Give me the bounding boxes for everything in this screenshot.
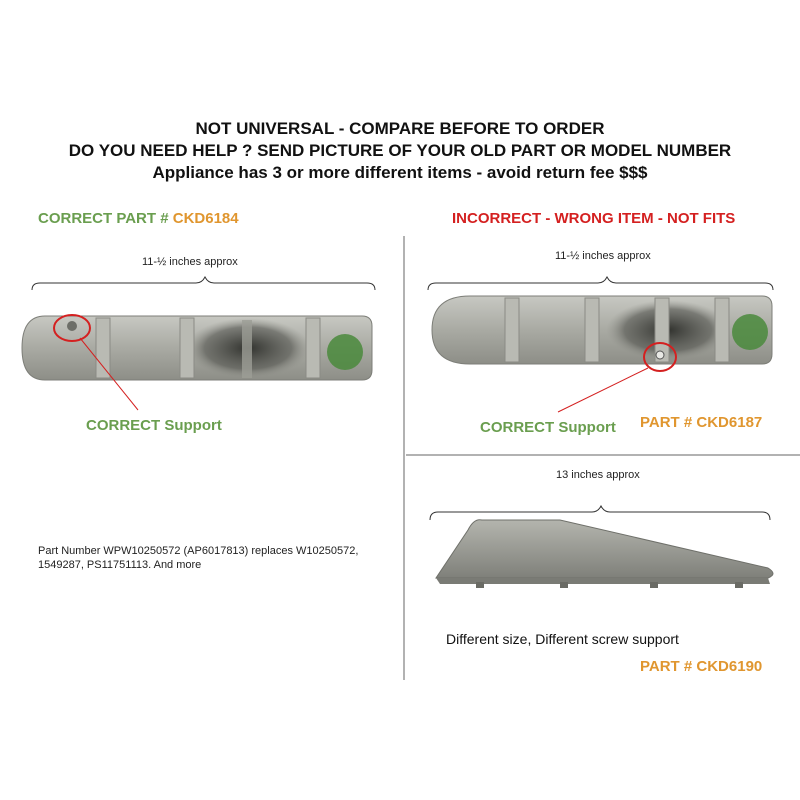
left-part-image	[22, 315, 372, 410]
left-title-prefix: CORRECT PART #	[38, 210, 173, 227]
header-line-3: Appliance has 3 or more different items - avoid return fee $$$	[152, 163, 648, 182]
right-bottom-dimension-bracket	[430, 506, 770, 520]
header-line-1: NOT UNIVERSAL - COMPARE BEFORE TO ORDER	[195, 119, 605, 138]
right-top-part-image	[432, 296, 772, 412]
right-top-dimension-bracket	[428, 277, 773, 290]
right-bottom-dimension-label: 13 inches approx	[556, 469, 640, 481]
right-top-part-number: PART # CKD6187	[640, 414, 763, 431]
left-dimension-label: 11-½ inches approx	[142, 256, 238, 268]
right-top-support-label: CORRECT Support	[480, 419, 616, 436]
left-title-part-number: CKD6184	[172, 210, 239, 227]
header-line-2: DO YOU NEED HELP ? SEND PICTURE OF YOUR OLD PART OR MODEL NUMBER	[68, 141, 732, 160]
left-dimension-bracket	[32, 277, 375, 290]
left-part-number-note: Part Number WPW10250572 (AP6017813) replaces W10250572, 1549287, PS11751113. And more	[38, 545, 359, 571]
right-top-support-pointer-line	[558, 368, 648, 412]
right-title: INCORRECT - WRONG ITEM - NOT FITS	[452, 210, 736, 227]
left-support-label: CORRECT Support	[86, 417, 222, 434]
right-bottom-part-number: PART # CKD6190	[640, 658, 763, 675]
right-bottom-part-image	[436, 520, 773, 588]
right-top-dimension-label: 11-½ inches approx	[555, 250, 651, 262]
right-bottom-difference-note: Different size, Different screw support	[446, 631, 679, 647]
